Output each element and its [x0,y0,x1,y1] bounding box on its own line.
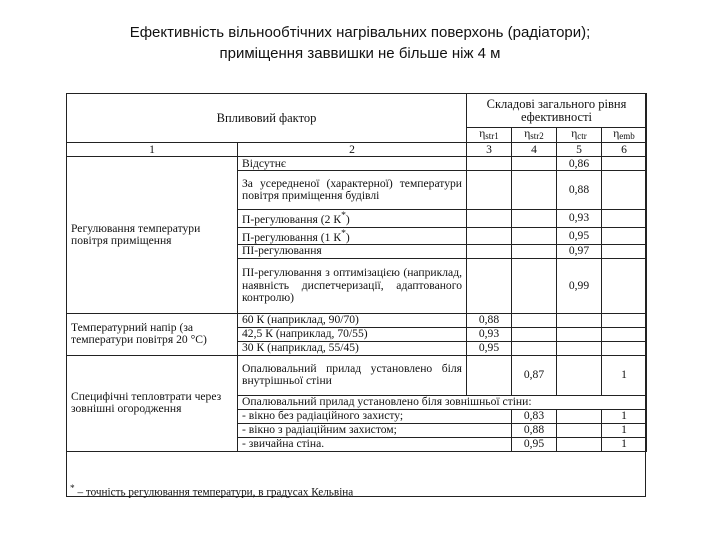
value-str1: 0,95 [467,341,512,355]
value-ctr: 0,88 [557,171,602,210]
factor-cell-temperature-control: Регулювання температури повітря приміщення [67,157,238,314]
col-number-4: 4 [512,143,557,157]
row-desc: 30 К (наприклад, 55/45) [238,341,467,355]
header-eta-str2: $\eta_{str2}$ [512,128,557,143]
row-desc: - звичайна стіна. [238,437,512,451]
footnote-marker: * [341,227,346,239]
value-ctr: 0,97 [557,244,602,258]
table-row [67,355,647,395]
title-line-2: приміщення заввишки не більше ніж 4 м [219,45,501,62]
col-number-6: 6 [602,143,647,157]
row-desc: За усередненої (характерної) температури повітря приміщення будівлі [238,171,467,210]
efficiency-table [66,93,647,452]
factor-cell-heat-losses: Специфічні тепловтрати через зовнішні огородження [67,355,238,451]
row-desc: 42,5 К (наприклад, 70/55) [238,327,467,341]
col-number-5: 5 [557,143,602,157]
row-desc: Опалювальний прилад установлено біля зовнішньої стіни: [238,395,647,409]
value-str1: 0,93 [467,327,512,341]
header-eta-ctr: $\eta_{ctr}$ [557,128,602,143]
value-str2: 0,95 [512,437,557,451]
column-numbers-row [67,143,647,157]
title-line-1: Ефективність вільнообтічних нагрівальних поверхонь (радіатори); [129,24,591,41]
row-desc: П-регулювання (2 К*) [238,210,467,227]
header-row [67,94,647,128]
footnote-star: * [70,484,75,494]
header-factor: Впливовий фактор [67,94,467,143]
row-desc: - вікно з радіаційним захистом; [238,423,512,437]
row-desc: ПІ-регулювання [238,244,467,258]
col-number-1: 1 [67,143,238,157]
footnote-text: – точність регулювання температури, в градусах Кельвіна [74,486,354,499]
row-desc: Відсутнє [238,157,467,171]
row-desc: П-регулювання (1 К*) [238,227,467,244]
row-desc: ПІ-регулювання з оптимізацією (наприклад, наявність диспетчеризації, адаптованого контролю) [238,258,467,313]
header-eta-emb: $\eta_{emb}$ [602,128,647,143]
slide-title [0,22,720,64]
header-eta-str1: $\eta_{str1}$ [467,128,512,143]
header-components: Складові загального рівня ефективності [467,94,647,128]
row-desc: - вікно без радіаційного захисту; [238,409,512,423]
value-str2: 0,87 [512,355,557,395]
value-emb: 1 [602,409,647,423]
value-emb: 1 [602,437,647,451]
value-ctr: 0,86 [557,157,602,171]
col-number-3: 3 [467,143,512,157]
factor-cell-temperature-difference: Температурний напір (за температури повітря 20 °C) [67,313,238,355]
value-str2: 0,83 [512,409,557,423]
value-str2: 0,88 [512,423,557,437]
col-number-2: 2 [238,143,467,157]
value-emb: 1 [602,423,647,437]
row-desc: 60 К (наприклад, 90/70) [238,313,467,327]
value-ctr: 0,95 [557,227,602,244]
value-emb: 1 [602,355,647,395]
table-row [67,313,647,327]
value-ctr: 0,99 [557,258,602,313]
footnote-marker: * [341,210,346,222]
value-str1: 0,88 [467,313,512,327]
table-row [67,157,647,171]
value-ctr: 0,93 [557,210,602,227]
row-desc: Опалювальний прилад установлено біля внутрішньої стіни [238,355,467,395]
footnote [70,484,353,499]
